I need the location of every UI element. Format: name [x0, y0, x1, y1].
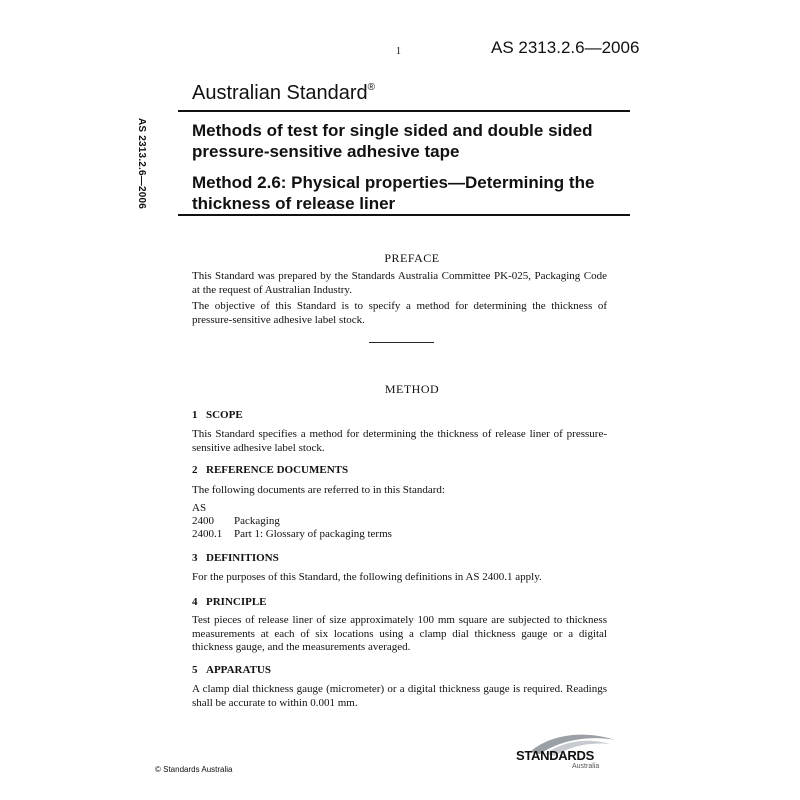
reference-code: 2400: [192, 515, 214, 527]
side-document-id: AS 2313.2.6—2006: [136, 118, 147, 210]
standards-logo-text: STANDARDS: [516, 748, 594, 763]
section-text-scope: This Standard specifies a method for determining the thickness of release liner of pressure-sensitive adhesive label stock.: [192, 428, 607, 454]
section-number: 2: [192, 464, 198, 476]
brand-title: [192, 82, 375, 105]
section-title: REFERENCE DOCUMENTS: [206, 464, 349, 476]
reference-prefix: AS: [192, 502, 207, 514]
section-heading-definitions: [192, 552, 279, 564]
reference-code: 2400.1: [192, 528, 223, 540]
section-title: PRINCIPLE: [206, 596, 267, 608]
reference-title: Part 1: Glossary of packaging terms: [234, 528, 392, 540]
title-rule: [178, 214, 630, 216]
section-title: SCOPE: [206, 409, 243, 421]
standards-logo-subtext: Australia: [572, 763, 600, 770]
document-id: AS 2313.2.6—2006: [491, 38, 640, 57]
section-heading-scope: [192, 409, 243, 421]
section-text-definitions: For the purposes of this Standard, the following definitions in AS 2400.1 apply.: [192, 571, 542, 583]
reference-title: Packaging: [234, 515, 280, 527]
section-title: APPARATUS: [206, 664, 271, 676]
section-text-principle: Test pieces of release liner of size approximately 100 mm square are subjected to thickness measurements at each of six locations using a clamp dial thickness gauge or a digital thickness gauge, and the measurements averaged.: [192, 614, 607, 653]
method-title: Method 2.6: Physical properties—Determining the thickness of release liner: [192, 173, 595, 213]
page-number: 1: [396, 46, 401, 57]
registered-mark: ®: [367, 82, 376, 93]
document-title: Methods of test for single sided and double sided pressure-sensitive adhesive tape: [192, 121, 593, 161]
method-heading: METHOD: [384, 382, 440, 396]
section-number: 1: [192, 409, 198, 421]
section-heading-principle: [192, 596, 267, 608]
reference-item: [192, 528, 392, 540]
copyright-notice: © Standards Australia: [155, 765, 233, 774]
section-number: 5: [192, 664, 198, 676]
preface-heading: PREFACE: [384, 251, 440, 265]
section-number: 3: [192, 552, 198, 564]
section-heading-apparatus: [192, 664, 271, 676]
section-heading-references: [192, 464, 348, 476]
divider: [369, 342, 434, 343]
section-title: DEFINITIONS: [206, 552, 279, 564]
preface-paragraph-2: The objective of this Standard is to specify a method for determining the thickness of pressure-sensitive adhesive label stock.: [192, 300, 607, 326]
reference-item: [192, 515, 280, 527]
preface-paragraph-1: This Standard was prepared by the Standards Australia Committee PK-025, Packaging Code at the request of Australian Industry.: [192, 270, 607, 296]
section-number: 4: [192, 596, 198, 608]
section-text-apparatus: A clamp dial thickness gauge (micrometer) or a digital thickness gauge is required. Readings shall be accurate to within 0.001 mm.: [192, 683, 607, 709]
header-rule: [178, 110, 630, 112]
section-text-references: The following documents are referred to in this Standard:: [192, 484, 445, 496]
brand-text: Australian Standard: [192, 82, 368, 104]
